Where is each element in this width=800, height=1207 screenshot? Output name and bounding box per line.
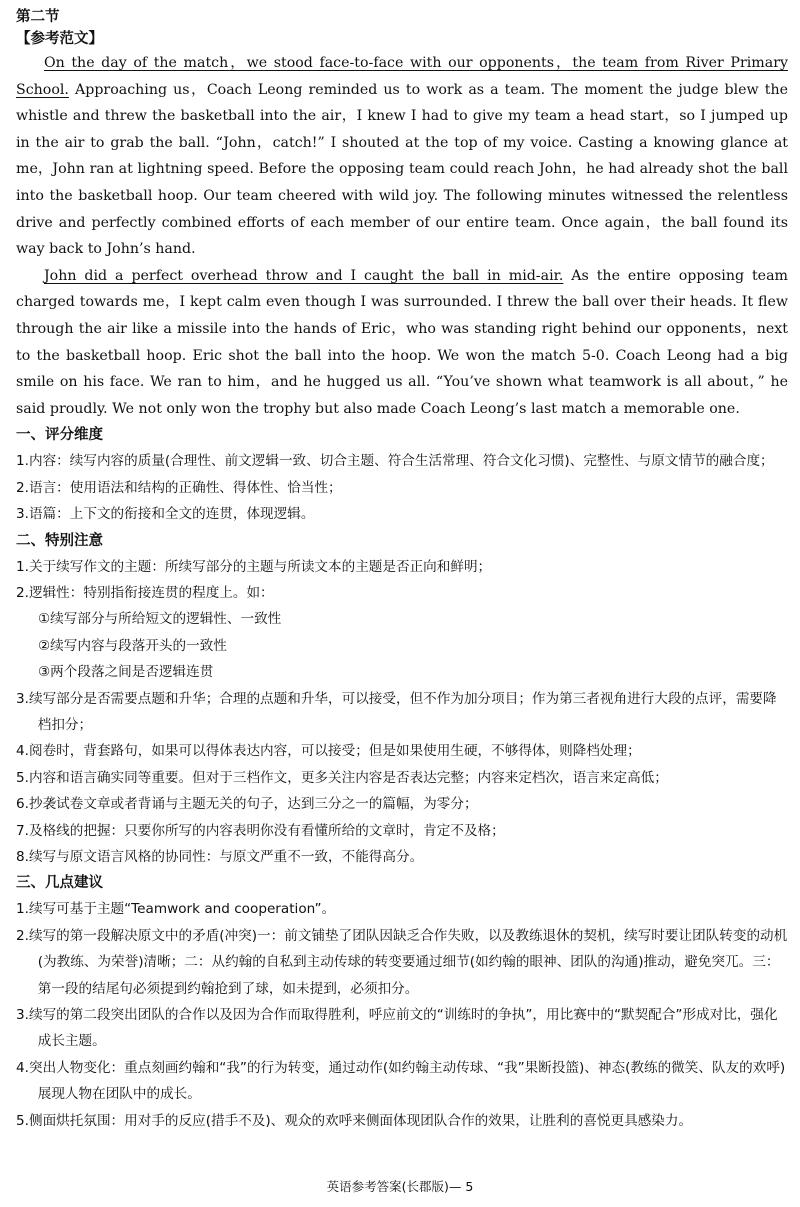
note-item-2: 2.逻辑性：特别指衔接连贯的程度上。如： <box>16 584 274 601</box>
essay-paragraph-1 <box>16 50 788 263</box>
suggestion-item-1: 1.续写可基于主题“Teamwork and cooperation”。 <box>16 901 336 918</box>
suggestion-item-5: 5.侧面烘托氛围：用对手的反应(措手不及)、观众的欢呼来侧面体现团队合作的效果，让胜利的喜悦更具感染力。 <box>16 1112 693 1129</box>
note-subitem-3: ③两个段落之间是否逻辑连贯 <box>38 664 214 681</box>
paragraph-2-body: As the entire opposing team charged towards me，I kept calm even though I was surrounded. I threw the ball over their heads. It flew through the air like a missile into the hands of Eric，who was standing right behind our opponents，next to the basketball hoop. Eric shot the ball into the hoop. We won the match 5-0. Coach Leong had a big smile on his face. We ran to him，and he hugged us all. “You’ve shown what teamwork is all about，” he said proudly. We not only won the trophy but also made Coach Leong’s last match a memorable one. <box>16 267 788 417</box>
scoring-item-2: 2.语言：使用语法和结构的正确性、得体性、恰当性； <box>16 479 342 496</box>
note-subitem-1: ①续写部分与所给短文的逻辑性、一致性 <box>38 611 282 628</box>
note-item-1: 1.关于续写作文的主题：所续写部分的主题与所读文本的主题是否正向和鲜明； <box>16 558 492 575</box>
section-title-scoring: 一、评分维度 <box>16 427 103 444</box>
note-item-7: 7.及格线的把握：只要你所写的内容表明你没有看懂所给的文章时，肯定不及格； <box>16 822 505 839</box>
section-title-suggestions: 三、几点建议 <box>16 875 103 892</box>
note-item-6: 6.抄袭试卷文章或者背诵与主题无关的句子，达到三分之一的篇幅，为零分； <box>16 796 478 813</box>
note-subitem-2: ②续写内容与段落开头的一致性 <box>38 637 227 654</box>
paragraph-1-body: Approaching us，Coach Leong reminded us to work as a team. The moment the judge blew the whistle and threw the basketball into the air，I knew I had to give my team a head start，so I jumped up in the air to grab the ball. “John，catch!” I shouted at the top of my voice. Casting a knowing glance at me，John ran at lightning speed. Before the opposing team could reach John，he had already shot the ball into the basketball hoop. Our team cheered with wild joy. The following minutes witnessed the relentless drive and perfectly combined efforts of each member of our entire team. Once again，the ball found its way back to John’s hand. <box>16 81 788 258</box>
suggestion-item-2: 2.续写的第一段解决原文中的矛盾(冲突)一：前文铺垫了团队因缺乏合作失败，以及教练退休的契机，续写时要让团队转变的动机(为教练、为荣誉)清晰；二：从约翰的自私到主动传球的转变要通过细节(如约翰的眼神、团队的沟通)推动，避免突兀。三：第一段的结尾句必须提到约翰抢到了球，如未提到，必须扣分。 <box>16 927 788 997</box>
scoring-item-1: 1.内容：续写内容的质量(合理性、前文逻辑一致、切合主题、符合生活常理、符合文化习惯)、完整性、与原文情节的融合度； <box>16 453 774 470</box>
answer-page <box>16 6 788 1134</box>
scoring-item-3: 3.语篇：上下文的衔接和全文的连贯，体现逻辑。 <box>16 506 315 523</box>
note-item-5: 5.内容和语言确实同等重要。但对于三档作文，更多关注内容是否表达完整；内容来定档次，语言来定高低； <box>16 769 668 786</box>
essay-paragraph-2 <box>16 263 788 423</box>
page-footer: 英语参考答案(长郡版)— 5 <box>326 1179 474 1194</box>
suggestion-item-4: 4.突出人物变化：重点刻画约翰和“我”的行为转变，通过动作(如约翰主动传球、“我”果断投篮)、神态(教练的微笑、队友的欢呼)展现人物在团队中的成长。 <box>16 1059 786 1103</box>
note-item-8: 8.续写与原文语言风格的协同性：与原文严重不一致，不能得高分。 <box>16 849 424 865</box>
suggestion-item-3: 3.续写的第二段突出团队的合作以及因为合作而取得胜利，呼应前文的“训练时的争执”，用比赛中的“默契配合”形成对比，强化成长主题。 <box>16 1007 778 1050</box>
model-essay-label: 【参考范文】 <box>16 31 103 47</box>
section-title-notes: 二、特别注意 <box>16 532 103 549</box>
paragraph-1-opening-sentence: On the day of the match，we stood face-to-face with our opponents，the team from River Primary School. <box>16 55 788 98</box>
section-label: 第二节 <box>16 9 60 25</box>
note-item-3: 3.续写部分是否需要点题和升华；合理的点题和升华，可以接受，但不作为加分项目；作为第三者视角进行大段的点评，需要降档扣分； <box>16 690 777 733</box>
paragraph-2-opening-sentence: John did a perfect overhead throw and I caught the ball in mid-air. <box>44 267 564 284</box>
note-item-4: 4.阅卷时，背套路句，如果可以得体表达内容，可以接受；但是如果使用生硬，不够得体，则降档处理； <box>16 743 641 760</box>
